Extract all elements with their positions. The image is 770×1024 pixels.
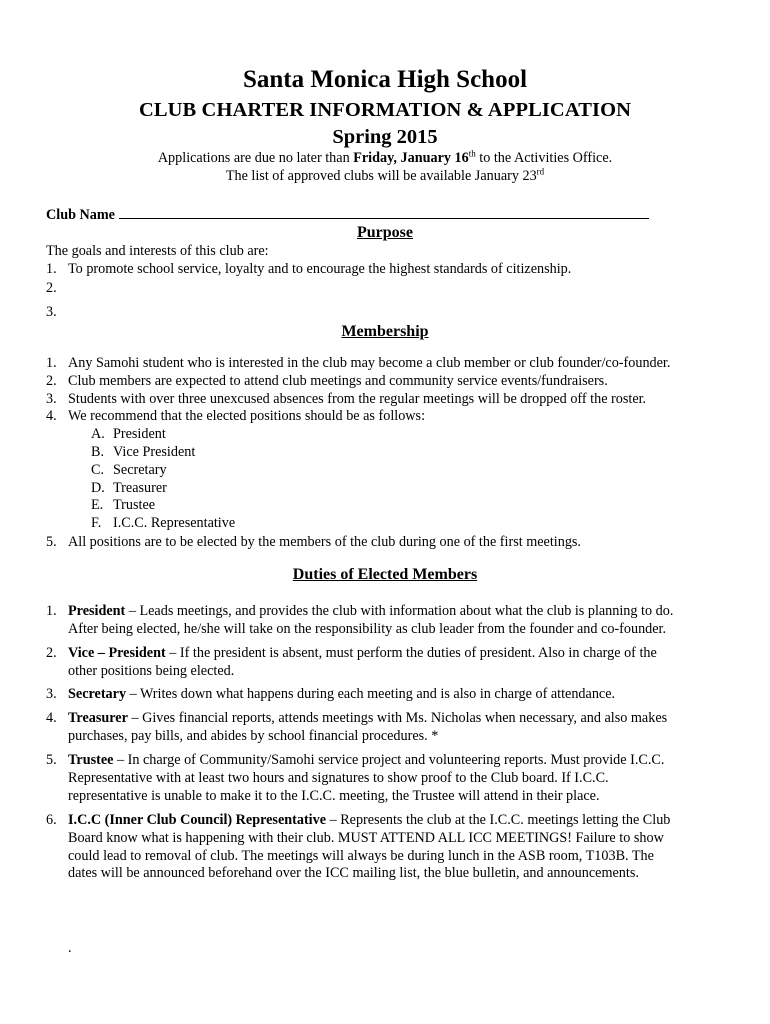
duty-icc-representative: 6. I.C.C (Inner Club Council) Representative – Represents the club at the I.C.C. meetings letting the Club [46, 812, 671, 828]
position-vice-president: B. Vice President [91, 444, 196, 460]
membership-item-1: 1. Any Samohi student who is interested in the club may become a club member or club founder/co-founder. [46, 355, 671, 371]
duty-icc-line-3: could lead to removal of club. The meetings will always be during lunch in the ASB room, T103B. The [68, 848, 654, 864]
membership-heading: Membership [341, 323, 429, 340]
duty-treasurer-line-2: purchases, pay bills, and abides by school financial procedures. * [68, 728, 439, 744]
duty-icc-line-4: dates will be announced beforehand over the ICC mailing list, the blue bulletin, and announcements. [68, 865, 639, 881]
duty-treasurer: 4. Treasurer – Gives financial reports, attends meetings with Ms. Nicholas when necessary, and also makes [46, 710, 668, 726]
purpose-item-2[interactable]: 2. [46, 280, 57, 296]
membership-item-4: 4. We recommend that the elected positions should be as follows: [46, 408, 426, 424]
form-title: CLUB CHARTER INFORMATION & APPLICATION [138, 99, 632, 121]
membership-item-5: 5. All positions are to be elected by the members of the club during one of the first meetings. [46, 534, 581, 550]
position-treasurer: D. Treasurer [91, 480, 167, 496]
term-title: Spring 2015 [332, 126, 438, 148]
membership-item-3: 3. Students with over three unexcused absences from the regular meetings will be dropped off the roster. [46, 391, 647, 407]
position-secretary: C. Secretary [91, 462, 167, 478]
club-name-field[interactable] [46, 204, 649, 224]
club-name-label: Club Name [46, 207, 115, 223]
duty-vice-president-line-2: other positions being elected. [68, 663, 235, 679]
club-name-line[interactable] [119, 204, 649, 219]
duty-icc-line-2: Board know what is happening with their club. MUST ATTEND ALL ICC MEETINGS! Failure to show [68, 830, 664, 846]
purpose-item-3[interactable]: 3. [46, 304, 57, 320]
purpose-intro: The goals and interests of this club are: [46, 243, 269, 259]
purpose-item-1: 1. To promote school service, loyalty and to encourage the highest standards of citizenship. [46, 261, 572, 277]
membership-item-2: 2. Club members are expected to attend club meetings and community service events/fundraisers. [46, 373, 608, 389]
due-date-note: Applications are due no later than Friday, January 16th to the Activities Office. [157, 148, 613, 166]
duty-secretary: 3. Secretary – Writes down what happens during each meeting and is also in charge of attendance. [46, 686, 616, 702]
duty-trustee: 5. Trustee – In charge of Community/Samohi service project and volunteering reports. Must provide I.C.C. [46, 752, 665, 768]
purpose-heading: Purpose [357, 224, 413, 241]
approved-list-note: The list of approved clubs will be available January 23rd [225, 166, 545, 184]
duty-vice-president: 2. Vice – President – If the president is absent, must perform the duties of president. Also in charge of the [46, 645, 657, 661]
school-title: Santa Monica High School [242, 66, 528, 93]
position-trustee: E. Trustee [91, 497, 156, 513]
duties-heading: Duties of Elected Members [292, 566, 478, 583]
duty-president: 1. President – Leads meetings, and provides the club with information about what the club is planning to do. [46, 603, 674, 619]
footer-mark: . [68, 940, 72, 956]
position-icc-representative: F. I.C.C. Representative [91, 515, 236, 531]
duty-trustee-line-2: Representative with at least two hours and signatures to show proof to the Club board. If I.C.C. [68, 770, 609, 786]
duty-trustee-line-3: representative is unable to make it to the I.C.C. meeting, the Trustee will attend in their place. [68, 788, 600, 804]
position-president: A. President [91, 426, 166, 442]
duty-president-line-2: After being elected, he/she will take on the responsibility as club leader from the founder and co-founder. [68, 621, 667, 637]
